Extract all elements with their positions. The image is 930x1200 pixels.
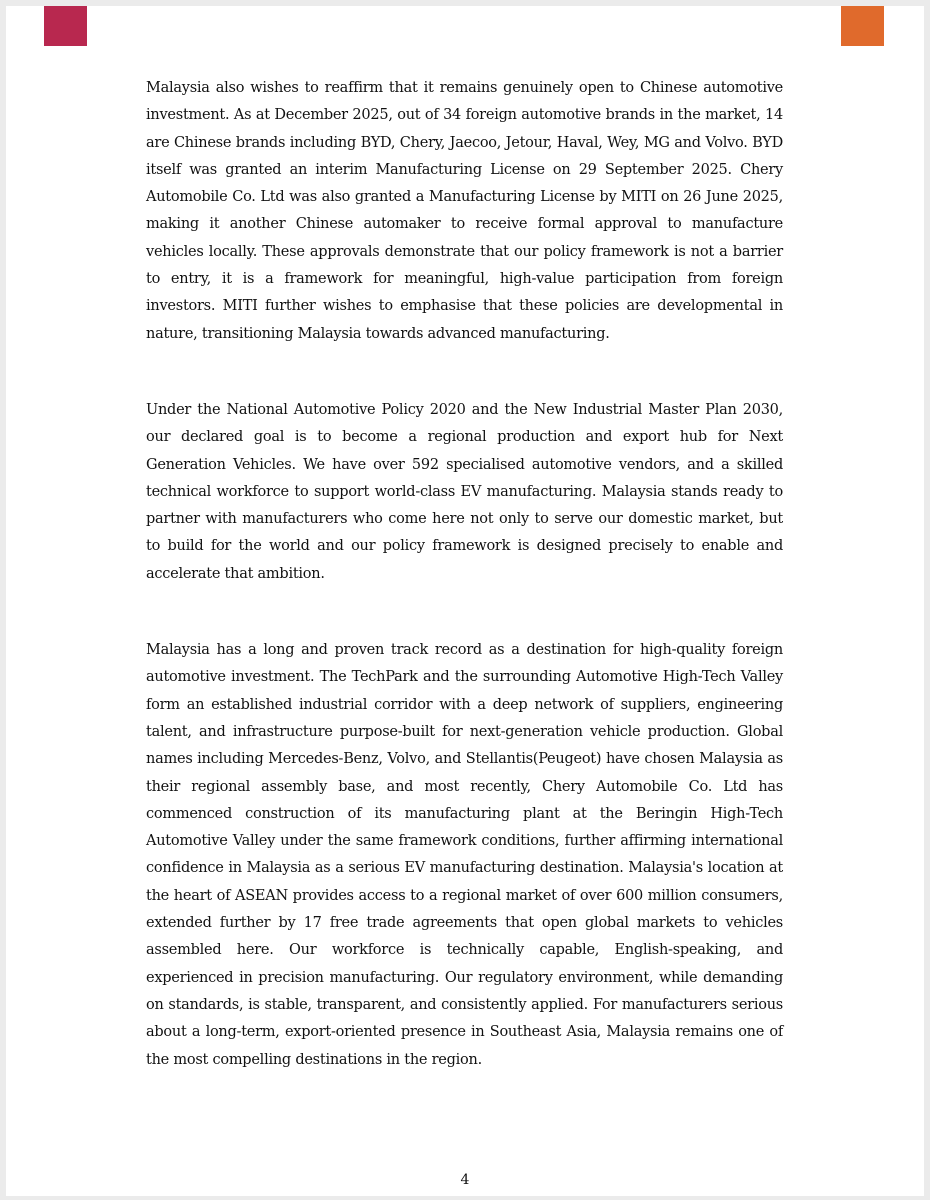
paragraph-track-record: Malaysia has a long and proven track record as a destination for high-quality foreign automotive investment. The TechPark and the surrounding Automotive High-Tech Valley form an established industrial corridor with a deep network of suppliers, engineering talent, and infrastructure purpose-built for next-generation vehicle production. Global names including Mercedes-Benz, Volvo, and Stellantis(Peugeot) have chosen Malaysia as their regional assembly base, and most recently, Chery Automobile Co. Ltd has commenced construction of its manufacturing plant at the Beringin High-Tech Automotive Valley under the same framework conditions, further affirming international confidence in Malaysia as a serious EV manufacturing destination. Malaysia's location at the heart of ASEAN provides access to a regional market of over 600 million consumers, extended further by 17 free trade agreements that open global markets to vehicles assembled here. Our workforce is technically capable, English-speaking, and experienced in precision manufacturing. Our regulatory environment, while demanding on standards, is stable, transparent, and consistently applied. For manufacturers serious about a long-term, export-oriented presence in Southeast Asia, Malaysia remains one of the most compelling destinations in the region. [146,642,783,1068]
document-page [6,6,924,1196]
header-accent-left [44,6,87,46]
header-accent-right [841,6,884,46]
page-number: 4 [460,1172,470,1188]
paragraph-automotive-policy: Under the National Automotive Policy 2020 and the New Industrial Master Plan 2030, our declared goal is to become a regional production and export hub for Next Generation Vehicles. We have over 592 specialised automotive vendors, and a skilled technical workforce to support world-class EV manufacturing. Malaysia stands ready to partner with manufacturers who come here not only to serve our domestic market, but to build for the world and our policy framework is designed precisely to enable and accelerate that ambition. [146,401,783,582]
paragraph-chinese-investment: Malaysia also wishes to reaffirm that it remains genuinely open to Chinese automotive investment. As at December 2025, out of 34 foreign automotive brands in the market, 14 are Chinese brands including BYD, Chery, Jaecoo, Jetour, Haval, Wey, MG and Volvo. BYD itself was granted an interim Manufacturing License on 29 September 2025. Chery Automobile Co. Ltd was also granted a Manufacturing License by MITI on 26 June 2025, making it another Chinese automaker to receive formal approval to manufacture vehicles locally. These approvals demonstrate that our policy framework is not a barrier to entry, it is a framework for meaningful, high-value participation from foreign investors. MITI further wishes to emphasise that these policies are developmental in nature, transitioning Malaysia towards advanced manufacturing. [146,80,783,342]
body-text [146,75,783,1074]
